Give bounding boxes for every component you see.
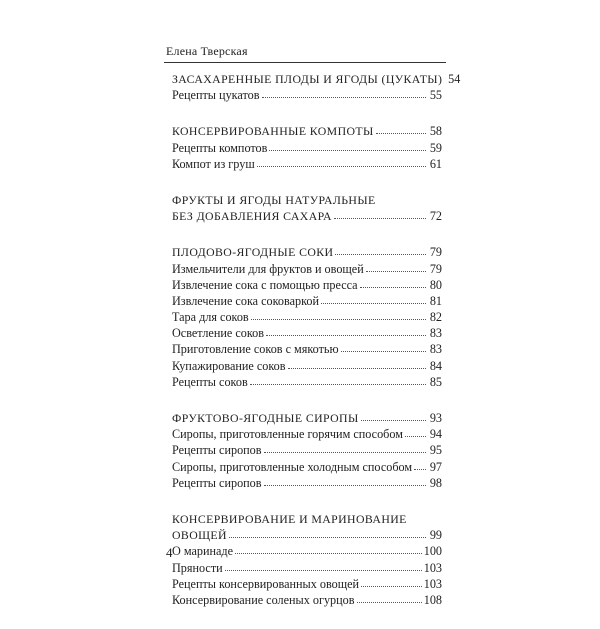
toc-chapter-row[interactable] [172, 411, 442, 427]
toc-chapter-row[interactable] [172, 209, 442, 225]
toc-section-vegetables [172, 512, 442, 609]
toc-page-number: 94 [429, 427, 442, 442]
leader-dots [257, 157, 426, 167]
leader-dots [250, 375, 426, 385]
toc-page-number: 59 [429, 140, 442, 155]
toc-entry-row[interactable] [172, 141, 442, 157]
toc-entry-label: Сиропы, приготовленные холодным способом [172, 459, 413, 474]
toc-entry-label: Консервирование соленых огурцов [172, 592, 355, 607]
header-rule [164, 62, 446, 63]
toc-section-syrups [172, 411, 442, 492]
toc-chapter-title: ЗАСАХАРЕННЫЕ ПЛОДЫ И ЯГОДЫ (ЦУКАТЫ) [172, 72, 443, 86]
toc-entry-row[interactable] [172, 294, 442, 310]
toc-chapter-title: КОНСЕРВИРОВАННЫЕ КОМПОТЫ [172, 124, 374, 139]
toc-page-number: 72 [429, 209, 442, 224]
toc-chapter-title-line2: ОВОЩЕЙ [172, 528, 227, 543]
folio-page-number: 4 [166, 545, 173, 560]
toc-page-number: 103 [423, 560, 442, 575]
toc-entry-row[interactable] [172, 157, 442, 173]
toc-page-number: 79 [429, 245, 442, 260]
toc-entry-label: Пряности [172, 560, 223, 575]
toc-chapter-title-line2: БЕЗ ДОБАВЛЕНИЯ САХАРА [172, 209, 332, 224]
leader-dots [269, 141, 426, 151]
toc-entry-label: Рецепты сиропов [172, 443, 262, 458]
leader-dots [405, 427, 426, 437]
leader-dots [341, 342, 426, 352]
toc-page-number: 84 [429, 358, 442, 373]
toc-entry-row[interactable] [172, 476, 442, 492]
toc-chapter-title-line1: ФРУКТЫ И ЯГОДЫ НАТУРАЛЬНЫЕ [172, 192, 376, 207]
toc-page-number: 93 [429, 411, 442, 425]
toc-entry-row[interactable] [172, 561, 442, 577]
toc-page-number: 58 [429, 124, 442, 139]
leader-dots [235, 544, 422, 554]
toc-entry-row[interactable] [172, 460, 442, 476]
toc-entry-label: Извлечение сока с помощью пресса [172, 277, 358, 292]
toc-entry-row[interactable] [172, 278, 442, 294]
toc-entry-row[interactable] [172, 342, 442, 358]
toc-page-number: 83 [429, 342, 442, 357]
toc-chapter-title: ПЛОДОВО-ЯГОДНЫЕ СОКИ [172, 245, 334, 260]
toc-chapter-title-line1: КОНСЕРВИРОВАНИЕ И МАРИНОВАНИЕ [172, 511, 407, 526]
toc-entry-label: Осветление соков [172, 326, 264, 341]
leader-dots [366, 262, 426, 272]
leader-dots [264, 476, 426, 486]
toc-entry-label: Купажирование соков [172, 358, 286, 373]
toc-page-number: 108 [423, 592, 442, 607]
toc-entry-row[interactable] [172, 326, 442, 342]
leader-dots [229, 528, 426, 538]
leader-dots [321, 294, 426, 304]
toc-page-number: 80 [429, 277, 442, 292]
toc-page-number: 97 [429, 459, 442, 474]
toc-page-number: 54 [448, 72, 461, 86]
toc-page-number: 98 [429, 475, 442, 490]
toc-entry-label: Рецепты сиропов [172, 475, 262, 490]
toc-entry-row[interactable] [172, 375, 442, 391]
toc-chapter-row[interactable] [172, 124, 442, 140]
leader-dots [361, 577, 422, 587]
toc-entry-row[interactable] [172, 544, 442, 560]
toc-chapter-row[interactable] [172, 528, 442, 544]
toc-chapter-row[interactable] [172, 72, 461, 88]
toc-entry-row[interactable] [172, 427, 442, 443]
toc-entry-row[interactable] [172, 443, 442, 459]
leader-dots [334, 209, 426, 219]
toc-page-number: 95 [429, 443, 442, 458]
toc-entry-label: О маринаде [172, 544, 234, 559]
leader-dots [361, 411, 426, 421]
toc-section-compotes [172, 124, 442, 173]
toc-entry-label: Приготовление соков с мякотью [172, 342, 339, 357]
toc-entry-label: Сиропы, приготовленные горячим способом [172, 427, 403, 442]
leader-dots [288, 359, 426, 369]
leader-dots [335, 245, 426, 255]
leader-dots [357, 593, 422, 603]
toc-page-number: 55 [429, 88, 442, 103]
toc-entry-label: Измельчители для фруктов и овощей [172, 261, 364, 276]
leader-dots [262, 88, 426, 98]
toc-entry-label: Рецепты компотов [172, 140, 268, 155]
running-header-author: Елена Тверская [166, 44, 248, 58]
toc-section-natural-fruits [172, 193, 442, 225]
toc-page-number: 82 [429, 310, 442, 325]
leader-dots [225, 561, 422, 571]
leader-dots [266, 326, 426, 336]
toc-section-juices [172, 245, 442, 391]
toc-entry-label: Рецепты цукатов [172, 88, 260, 103]
toc-chapter-row[interactable] [172, 245, 442, 261]
toc-entry-row[interactable] [172, 577, 442, 593]
leader-dots [376, 124, 426, 134]
toc-entry-label: Тара для соков [172, 310, 249, 325]
toc-page-number: 81 [429, 293, 442, 308]
toc-entry-label: Компот из груш [172, 156, 255, 171]
toc-entry-row[interactable] [172, 359, 442, 375]
toc-page-number: 100 [423, 544, 442, 559]
toc-entry-row[interactable] [172, 88, 442, 104]
leader-dots [360, 278, 426, 288]
toc-page-number: 83 [429, 326, 442, 341]
toc-page-number: 99 [429, 528, 442, 543]
toc-entry-label: Рецепты соков [172, 374, 248, 389]
toc-page-number: 85 [429, 374, 442, 389]
toc-section-candied-fruits [172, 72, 461, 104]
toc-entry-row[interactable] [172, 310, 442, 326]
table-of-contents [172, 72, 461, 629]
toc-chapter-title: ФРУКТОВО-ЯГОДНЫЕ СИРОПЫ [172, 411, 359, 425]
toc-entry-label: Рецепты консервированных овощей [172, 576, 360, 591]
leader-dots [264, 443, 426, 453]
toc-page-number: 103 [423, 576, 442, 591]
toc-entry-row[interactable] [172, 593, 442, 609]
leader-dots [251, 310, 426, 320]
toc-page-number: 61 [429, 156, 442, 171]
toc-entry-row[interactable] [172, 262, 442, 278]
leader-dots [414, 460, 426, 470]
toc-page-number: 79 [429, 261, 442, 276]
toc-entry-label: Извлечение сока соковаркой [172, 293, 320, 308]
